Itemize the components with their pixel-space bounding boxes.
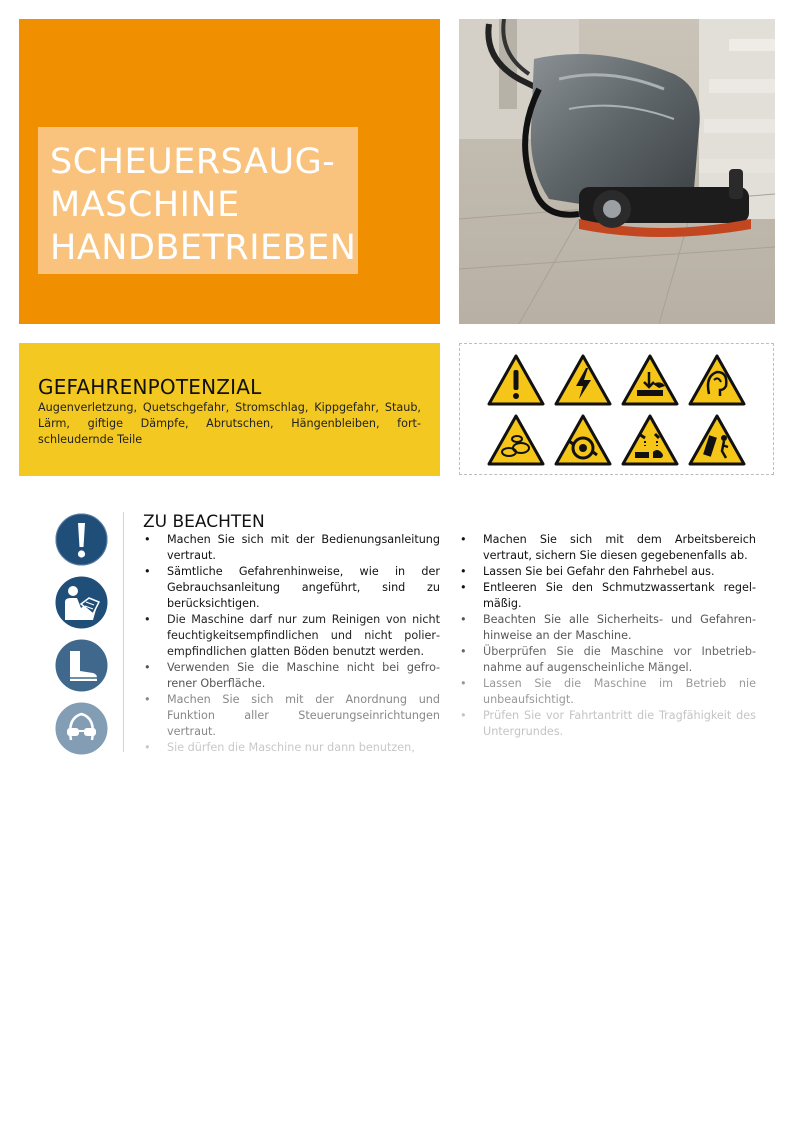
title-box xyxy=(38,127,358,274)
column-divider xyxy=(123,512,124,752)
notes-title: ZU BEACHTEN xyxy=(143,512,265,532)
safety-boots-icon xyxy=(53,637,110,694)
list-item: • Überprüfen Sie die Maschine vor Inbetriebnahme auf augenscheinliche Mängel. xyxy=(459,644,756,676)
floor-scrubber-photo xyxy=(459,19,775,324)
list-item: • Die Maschine darf nur zum Reinigen von nicht feuchtigkeitsempfindlichen und nicht polierempfindlichen glatten Böden benutzt werden. xyxy=(143,612,440,660)
noise-warning-icon xyxy=(688,354,746,406)
warning-signs-panel xyxy=(459,343,774,475)
electricity-warning-icon xyxy=(554,354,612,406)
hazard-title: GEFAHRENPOTENZIAL xyxy=(38,375,262,399)
list-item: • Sie dürfen die Maschine nur dann benutzen, xyxy=(143,740,440,756)
notes-list-left xyxy=(143,532,440,756)
mandatory-action-icon xyxy=(53,511,110,568)
list-item: • Prüfen Sie vor Fahrtantritt die Tragfähigkeit des Untergrundes. xyxy=(459,708,756,740)
eye-protection-icon xyxy=(53,700,110,757)
list-item: • Machen Sie sich mit der Bedienungsanleitung vertraut. xyxy=(143,532,440,564)
list-item: • Entleeren Sie den Schmutzwassertank regelmäßig. xyxy=(459,580,756,612)
list-item: • Lassen Sie die Maschine im Betrieb nie unbeaufsichtigt. xyxy=(459,676,756,708)
page-title-line-2: MASCHINE xyxy=(50,185,240,225)
list-item: • Lassen Sie bei Gefahr den Fahrhebel aus. xyxy=(459,564,756,580)
list-item: • Beachten Sie alle Sicherheits- und Gefahrenhinweise an der Maschine. xyxy=(459,612,756,644)
list-item: • Machen Sie sich mit der Anordnung und Funktion aller Steuerungseinrichtungen vertraut. xyxy=(143,692,440,740)
list-item: • Machen Sie sich mit dem Arbeitsbereich vertraut, sichern Sie diesen gegebenenfalls ab. xyxy=(459,532,756,564)
hero-banner xyxy=(19,19,440,324)
corrosive-warning-icon xyxy=(621,414,679,466)
tipping-hazard-icon xyxy=(688,414,746,466)
dust-warning-icon xyxy=(487,414,545,466)
rotating-parts-icon xyxy=(554,414,612,466)
read-manual-icon xyxy=(53,574,110,631)
notes-list-right xyxy=(459,532,756,740)
list-item: • Verwenden Sie die Maschine nicht bei gefrorener Oberfläche. xyxy=(143,660,440,692)
list-item: • Sämtliche Gefahrenhinweise, wie in der Gebrauchsanleitung angeführt, sind zu berücksichtigen. xyxy=(143,564,440,612)
page-title-line-3: HANDBETRIEBEN xyxy=(50,228,357,268)
hazard-description: Augenverletzung, Quetschgefahr, Stromschlag, Kippgefahr, Staub, Lärm, giftige Dämpfe, Abrutschen, Hängenbleiben, fortschleudernde Teile xyxy=(38,401,421,446)
hazard-panel xyxy=(19,343,440,476)
page-title-line-1: SCHEUERSAUG- xyxy=(50,142,336,182)
general-warning-icon xyxy=(487,354,545,406)
crush-hazard-icon xyxy=(621,354,679,406)
